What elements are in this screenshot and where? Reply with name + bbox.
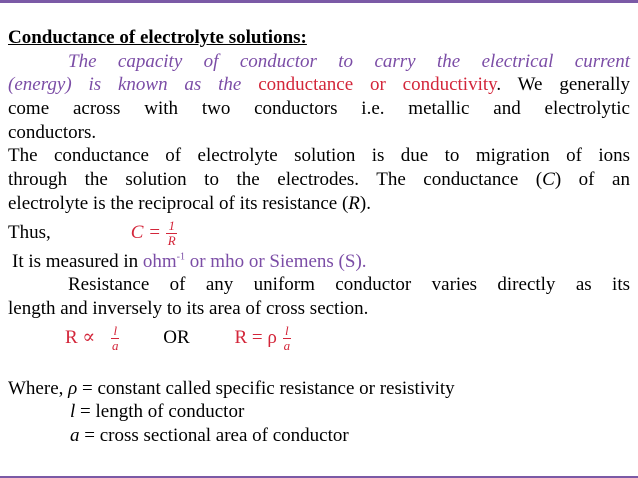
reciprocal-fraction [166,219,178,248]
paragraph2-text-2 [8,169,630,190]
symbol-rho: ρ [68,377,78,399]
definition-rest: . We generally [496,74,631,96]
unit-alternatives: or mho or Siemens (S). [189,250,367,272]
resistivity-lhs: R = ρ [234,326,277,348]
l-definition: = length of conductor [80,401,245,423]
spacer [8,355,630,377]
symbol-r: R [348,192,360,214]
paragraph2-text-2b: ) of an [554,169,630,191]
title-text: Conductance of electrolyte solutions: [8,27,307,48]
paragraph3-line-1 [8,273,630,297]
paragraph3-line-2 [8,297,630,321]
paragraph2-text-3b: ). [359,192,371,214]
a-definition: = cross sectional area of conductor [84,424,349,446]
rho-definition: = constant called specific resistance or resistivity [82,377,455,399]
paragraph1-line-3 [8,97,630,121]
symbol-l: l [70,401,76,423]
definition-line-1 [8,50,630,74]
thus-label: Thus, [8,221,51,243]
paragraph2-line-3 [8,192,630,216]
definition-line-2 [8,73,630,97]
paragraph3-text-1: Resistance of any uniform conductor varies directly as its [68,274,630,296]
paragraph3-text-2: length and inversely to its area of cross section. [8,297,369,319]
definition-italic-1: The capacity of conductor to carry the electrical current [68,50,630,72]
proportional-fraction [110,324,121,353]
unit-ohm-inverse [143,251,185,272]
resistivity-numerator: l [285,322,289,338]
paragraph2-text-3a: electrolyte is the reciprocal of its resistance ( [8,192,349,214]
symbol-c: C [542,169,555,191]
paragraph2-line-2 [8,168,630,192]
resistivity-formula [234,322,292,353]
proportional-numerator: l [113,322,118,338]
resistivity-denominator: a [283,337,291,353]
paragraph1-text-4: conductors. [8,121,97,143]
measured-line [8,250,630,274]
slide-content [8,26,630,448]
conductance-lhs: C = [130,221,161,243]
where-label: Where, [8,377,64,399]
conductance-term: conductance or conductivity [258,74,497,96]
unit-ohm: ohm [142,250,177,272]
definition-rho-line [8,377,630,401]
paragraph2-line-1 [8,144,630,168]
paragraph2-text-1: The conductance of electrolyte solution is due to migration of ions [8,145,630,167]
measured-prefix: It is measured in [12,250,139,272]
definition-italic-2: (energy) is known as the [8,74,242,96]
symbol-a: a [70,424,80,446]
proportional-formula [65,322,125,353]
or-label: OR [163,326,190,348]
paragraph1-text-3: come across with two conductors i.e. metallic and electrolytic [8,98,630,120]
definition-a-line [8,424,630,448]
proportional-denominator: a [112,337,119,353]
proportional-lhs: R ∝ [65,326,96,348]
slide-top-border [0,0,638,3]
paragraph1-line-4 [8,121,630,145]
paragraph2-text-2a: through the solution to the electrodes. The conductance ( [8,169,543,191]
unit-superscript: -1 [176,251,185,263]
fraction-denominator: R [167,232,176,248]
section-title [8,26,630,50]
resistivity-fraction [282,324,293,353]
conductance-formula [130,217,178,248]
fraction-numerator: 1 [168,217,175,233]
thus-line [8,216,630,250]
definition-l-line [8,400,630,424]
resistance-formula-line [8,321,630,355]
